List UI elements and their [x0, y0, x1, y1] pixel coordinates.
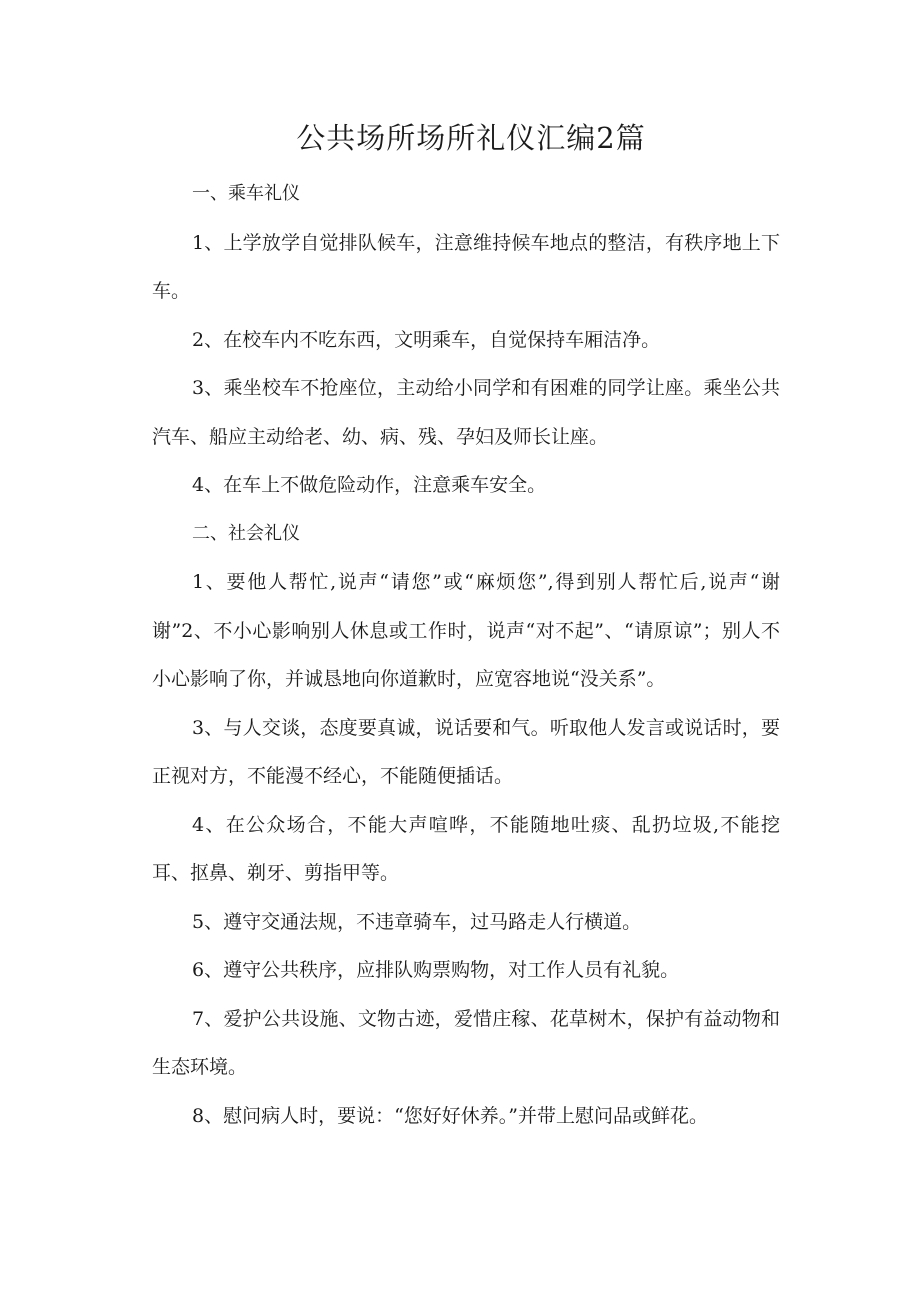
- list-item: 5、遵守交通法规，不违章骑车，过马路走人行横道。: [192, 910, 642, 933]
- list-item: 1、上学放学自觉排队候车，注意维持候车地点的整洁，有秩序地上下车。: [152, 231, 780, 302]
- list-item: 1、要他人帮忙,说声“请您”或“麻烦您”,得到别人帮忙后,说声“谢谢”2、不小心影响别人休息或工作时，说声“对不起”、“请原谅”；别人不小心影响了你，并诚恳地向你道歉时，应宽容地说“没关系”。: [152, 571, 780, 690]
- list-item: 4、在公众场合，不能大声喧哗，不能随地吐痰、乱扔垃圾,不能挖耳、抠鼻、剃牙、剪指甲等。: [152, 813, 780, 884]
- list-item: 6、遵守公共秩序，应排队购票购物，对工作人员有礼貌。: [192, 959, 680, 981]
- list-item: 7、爱护公共设施、文物古迹，爱惜庄稼、花草树木，保护有益动物和生态环境。: [152, 1007, 780, 1078]
- list-item: 4、在车上不做危险动作，注意乘车安全。: [192, 474, 547, 496]
- list-item: 3、与人交谈，态度要真诚，说话要和气。听取他人发言或说话时，要正视对方，不能漫不经心，不能随便插话。: [152, 716, 780, 787]
- list-item: 8、慰问病人时，要说：“您好好休养。”并带上慰问品或鲜花。: [192, 1104, 709, 1127]
- section-heading: 一、乘车礼仪: [192, 183, 300, 204]
- section-heading: 二、社会礼仪: [192, 522, 300, 544]
- document-title: 公共场所场所礼仪汇编2篇: [296, 121, 646, 155]
- section-riding-etiquette: [152, 170, 780, 510]
- list-item: 2、在校车内不吃东西，文明乘车，自觉保持车厢洁净。: [192, 328, 661, 351]
- section-social-etiquette: [152, 510, 780, 1141]
- list-item: 3、乘坐校车不抢座位，主动给小同学和有困难的同学让座。乘坐公共汽车、船应主动给老、幼、病、残、孕妇及师长让座。: [152, 377, 780, 448]
